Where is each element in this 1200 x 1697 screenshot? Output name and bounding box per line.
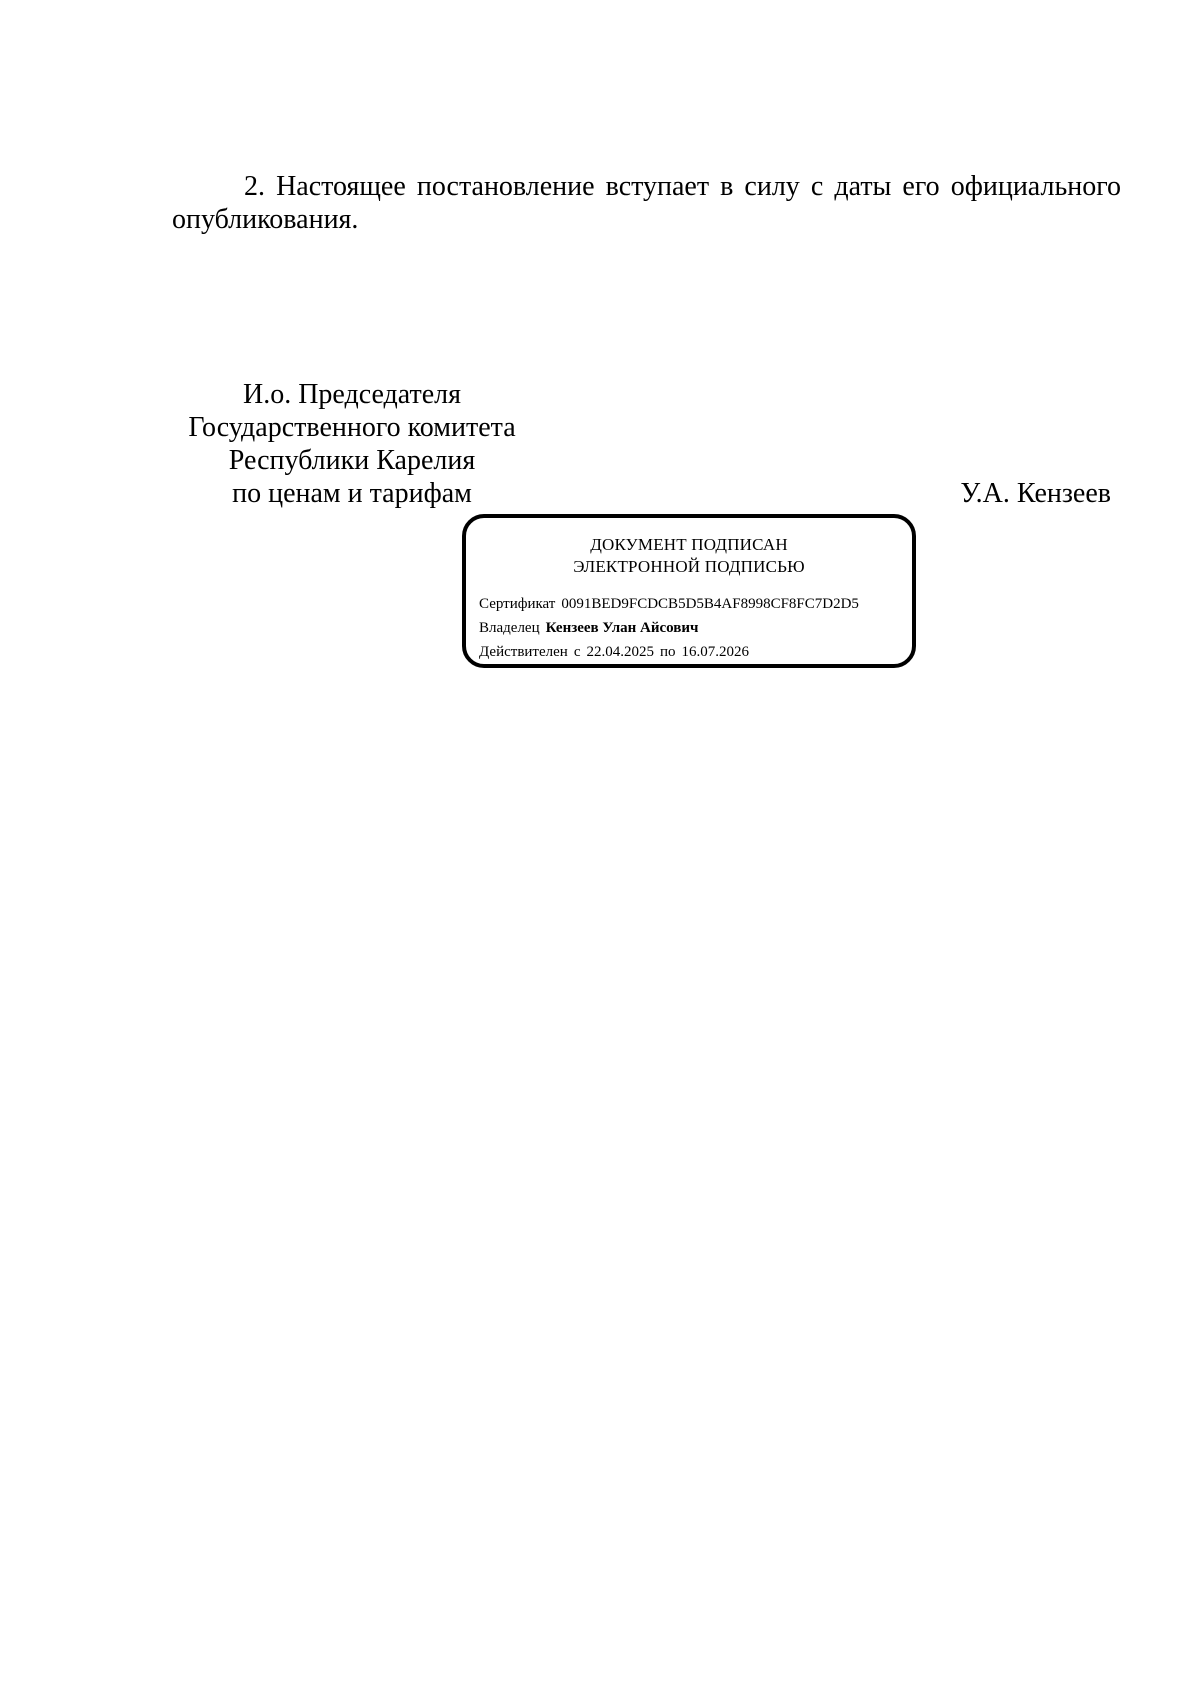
certificate-label: Сертификат: [479, 596, 556, 612]
signatory-position-line: И.о. Председателя: [242, 379, 462, 410]
valid-from-label: с: [573, 644, 581, 660]
valid-from-date: 22.04.2025: [586, 644, 654, 660]
paragraph-2: 2. Настоящее постановление вступает в силу с даты его официального опубликования.: [172, 171, 1121, 235]
stamp-title-line: ЭЛЕКТРОННОЙ ПОДПИСЬЮ: [573, 557, 805, 576]
stamp-owner-row: [479, 619, 699, 637]
signatory-position-line: Республики Карелия: [228, 445, 476, 476]
owner-label: Владелец: [479, 620, 540, 636]
stamp-title-line: ДОКУМЕНТ ПОДПИСАН: [590, 535, 788, 554]
stamp-title: [466, 534, 912, 578]
stamp-certificate-row: [479, 595, 859, 613]
certificate-value: 0091BED9FCDCB5D5B4AF8998CF8FC7D2D5: [561, 596, 859, 612]
signatory-name: У.А. Кензеев: [960, 478, 1111, 509]
valid-to-label: по: [659, 644, 676, 660]
signatory-position: [172, 378, 532, 510]
signatory-position-line: Государственного комитета: [188, 412, 516, 443]
stamp-validity-row: [479, 643, 749, 661]
valid-label: Действителен: [479, 644, 568, 660]
electronic-signature-stamp: [462, 514, 916, 668]
valid-to-date: 16.07.2026: [681, 644, 750, 660]
signatory-position-line: по ценам и тарифам: [232, 478, 472, 509]
owner-value: Кензеев Улан Айсович: [545, 620, 699, 636]
